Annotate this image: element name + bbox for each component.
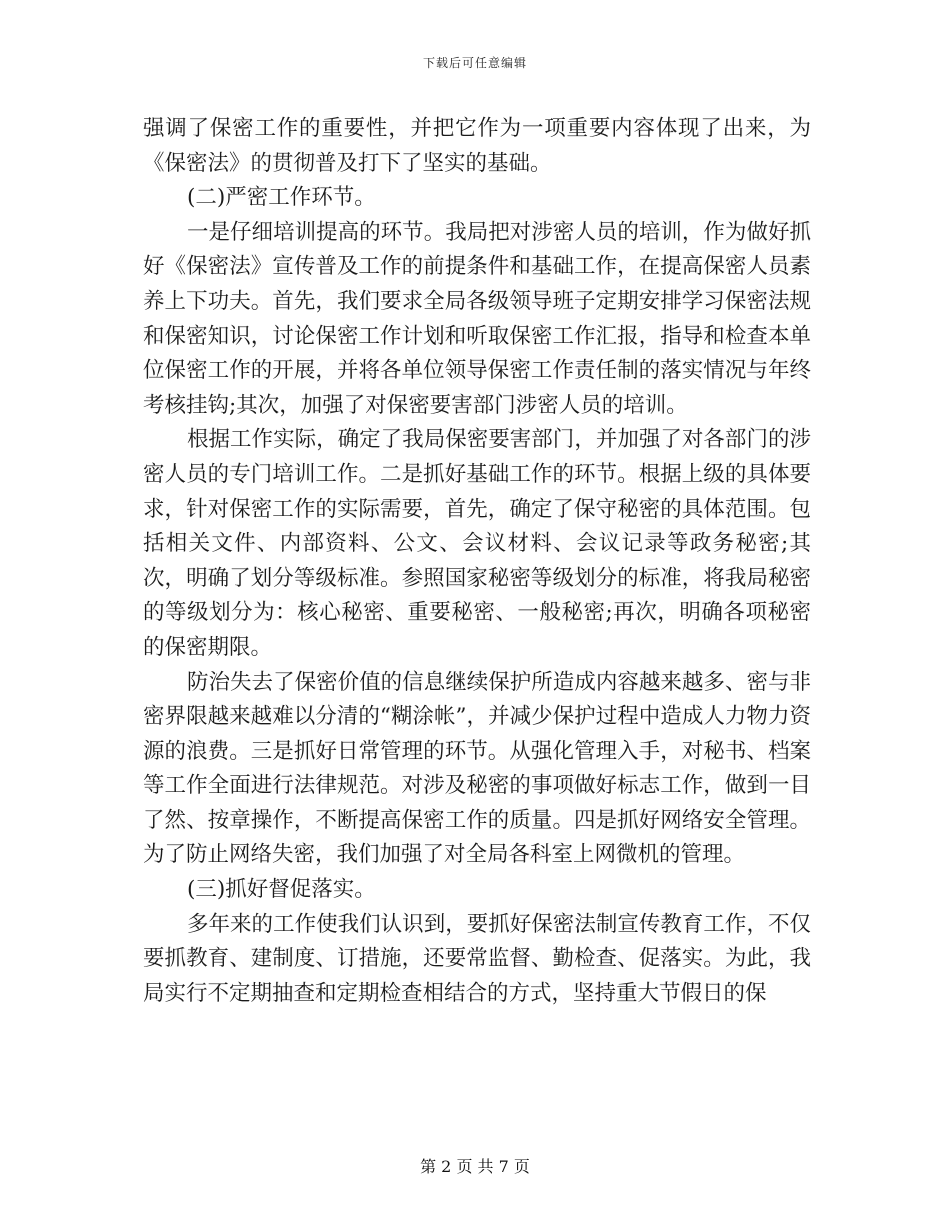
paragraph: 根据工作实际，确定了我局保密要害部门，并加强了对各部门的涉密人员的专门培训工作。二是抓好基础工作的环节。根据上级的具体要求，针对保密工作的实际需要，首先，确定了保守秘密的具体范围。包括相关文件、内部资料、公文、会议材料、会议记录等政务秘密;其次，明确了划分等级标准。参照国家秘密等级划分的标准，将我局秘密的等级划分为：核心秘密、重要秘密、一般秘密;再次，明确各项秘密的保密期限。 (143, 427, 811, 660)
paragraph: 防治失去了保密价值的信息继续保护所造成内容越来越多、密与非密界限越来越难以分清的“糊涂帐”，并减少保护过程中造成人力物力资源的浪费。三是抓好日常管理的环节。从强化管理入手，对秘书、档案等工作全面进行法律规范。对涉及秘密的事项做好标志工作，做到一目了然、按章操作，不断提高保密工作的质量。四是抓好网络安全管理。为了防止网络失密，我们加强了对全局各科室上网微机的管理。 (143, 669, 811, 868)
header-note: 下载后可任意编辑 (422, 56, 527, 70)
paragraph: 强调了保密工作的重要性，并把它作为一项重要内容体现了出来，为《保密法》的贯彻普及打下了坚实的基础。 (143, 116, 811, 176)
body-text (143, 112, 811, 1011)
paragraph: 多年来的工作使我们认识到，要抓好保密法制宣传教育工作，不仅要抓教育、建制度、订措施，还要常监督、勤检查、促落实。为此，我局实行不定期抽查和定期检查相结合的方式，坚持重大节假日的保 (143, 911, 811, 1006)
section-heading: (二)严密工作环节。 (187, 185, 376, 211)
section-heading: (三)抓好督促落实。 (187, 877, 376, 903)
page-number: 第 2 页 共 7 页 (420, 1157, 530, 1176)
paragraph: 一是仔细培训提高的环节。我局把对涉密人员的培训，作为做好抓好《保密法》宣传普及工作的前提条件和基础工作，在提高保密人员素养上下功夫。首先，我们要求全局各级领导班子定期安排学习保密法规和保密知识，讨论保密工作计划和听取保密工作汇报，指导和检查本单位保密工作的开展，并将各单位领导保密工作责任制的落实情况与年终考核挂钩;其次，加强了对保密要害部门涉密人员的培训。 (143, 219, 811, 418)
